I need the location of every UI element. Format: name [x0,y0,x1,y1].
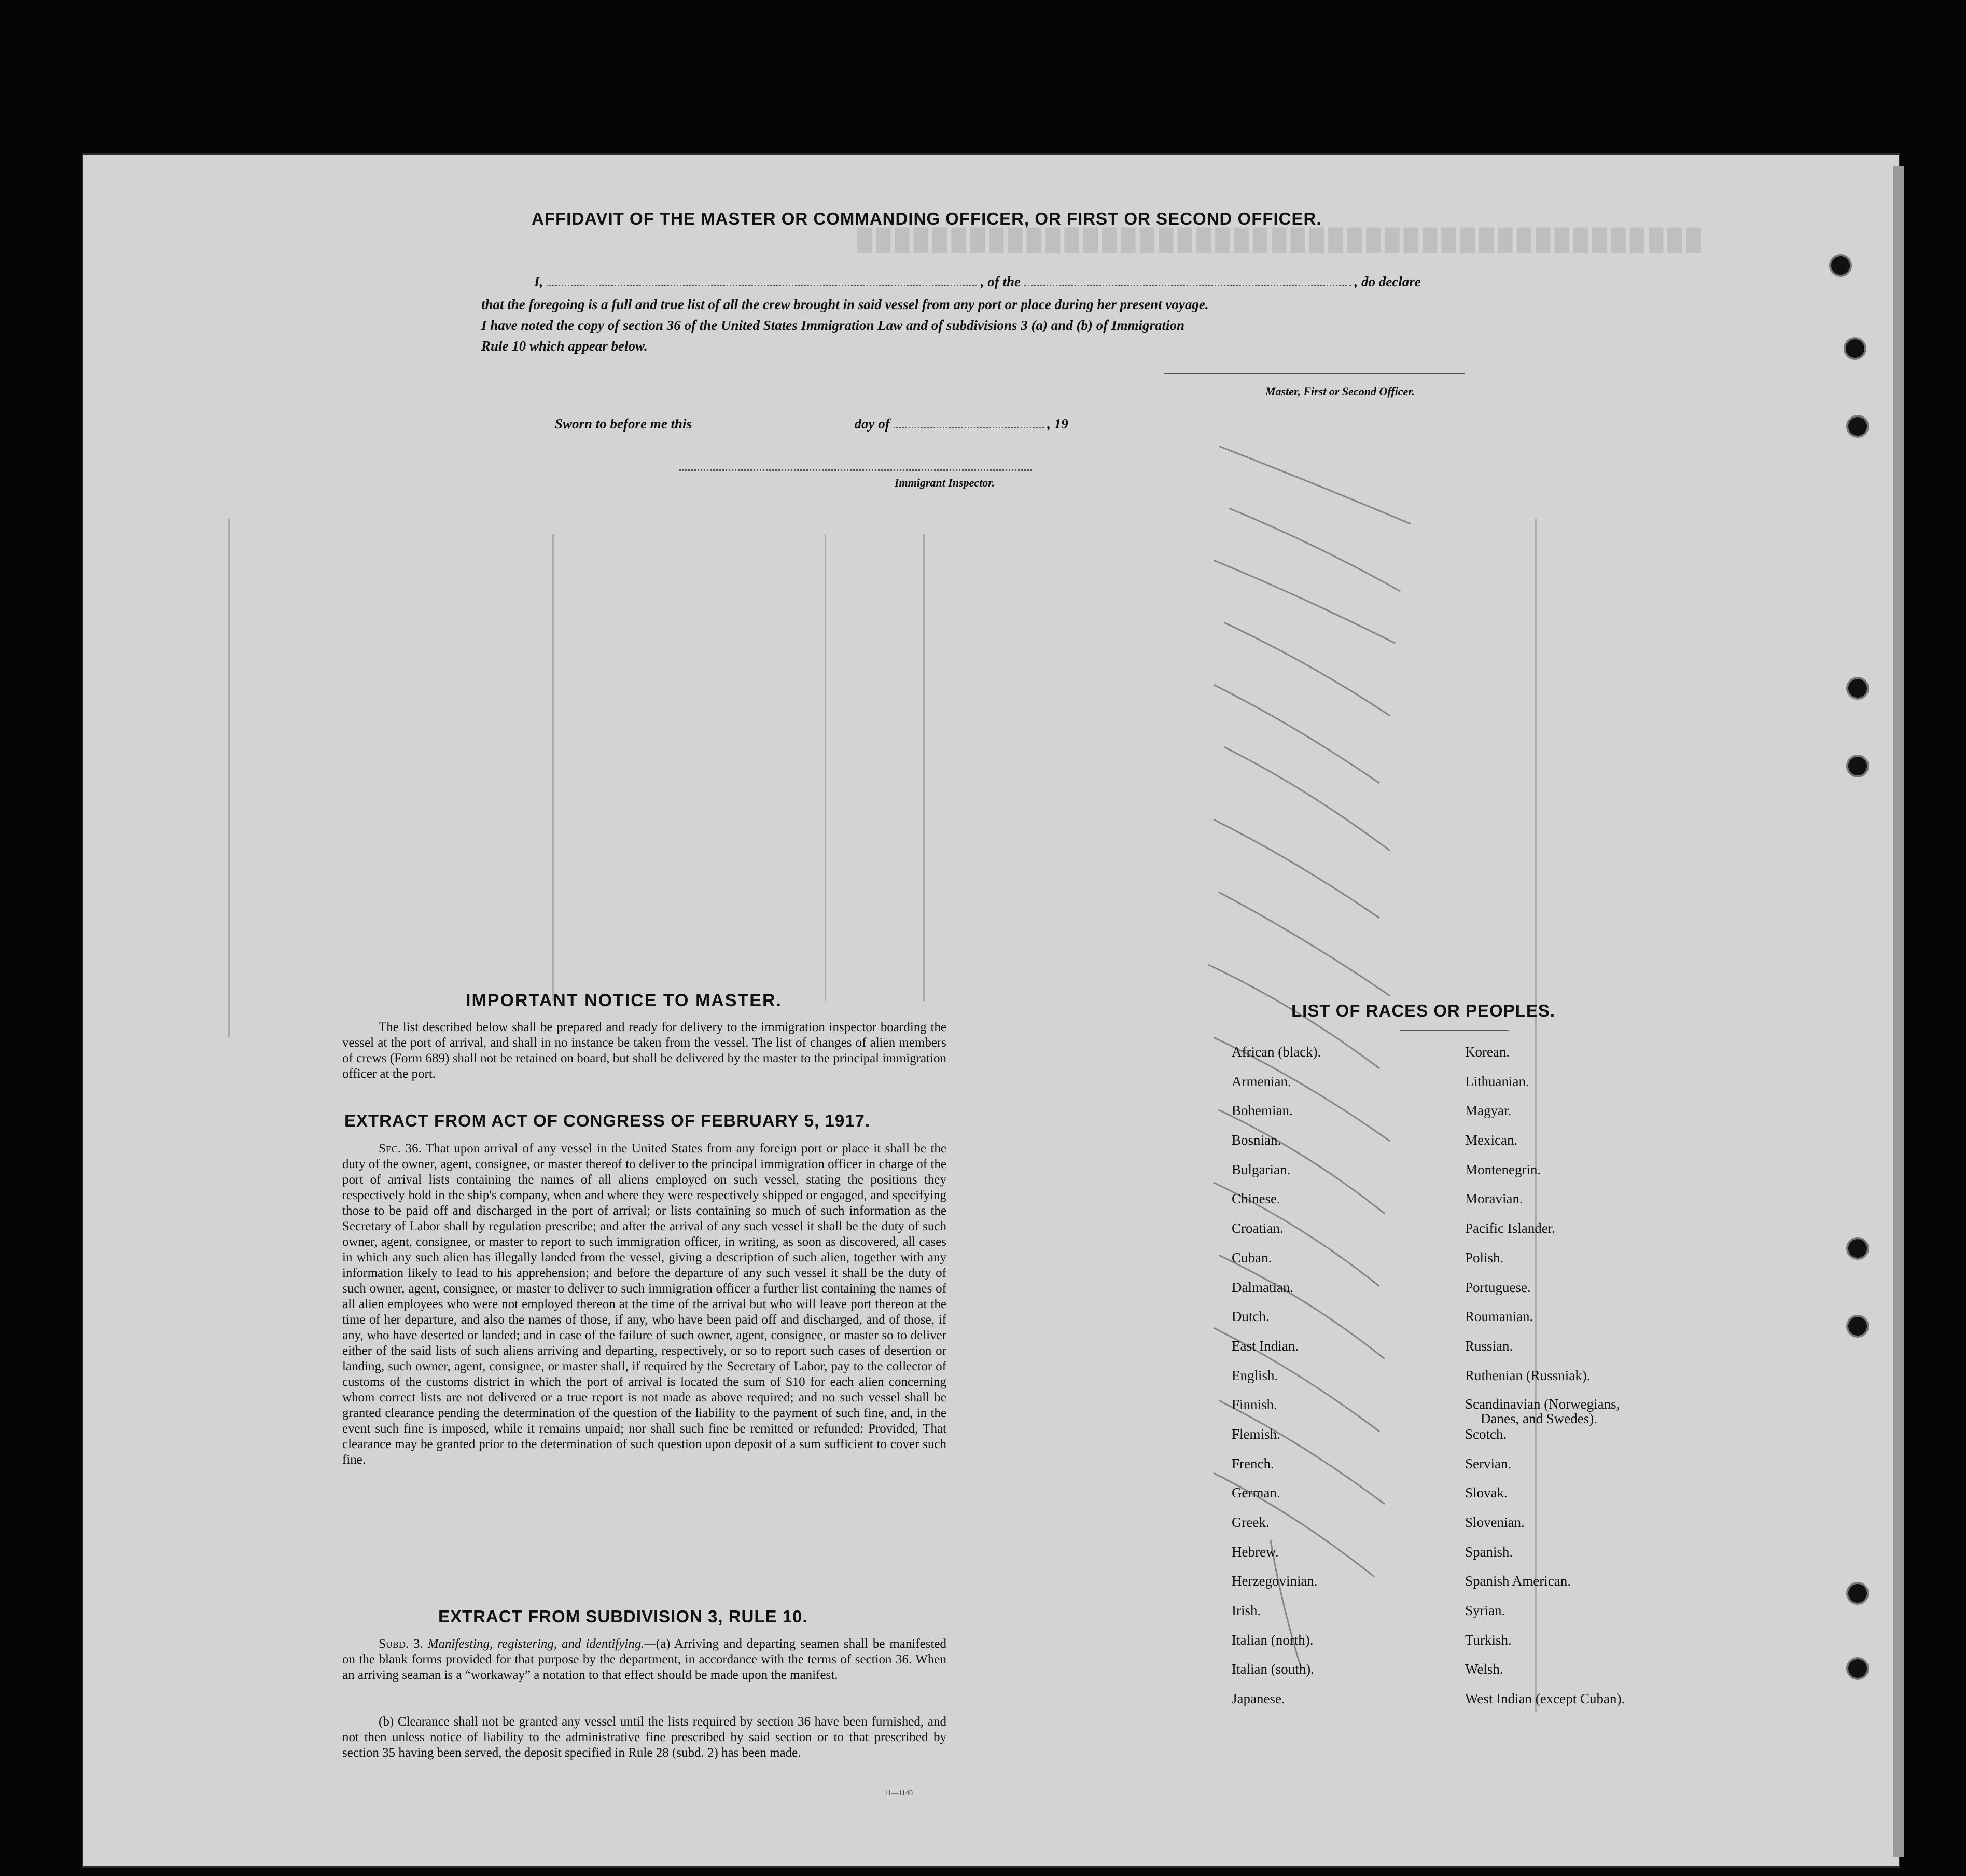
race-item: West Indian (except Cuban). [1465,1691,1625,1707]
affidavit-declaration-line [534,274,1421,290]
race-item: Italian (south). [1232,1661,1314,1677]
binder-hole [1846,1582,1869,1605]
rule-part-a [342,1636,946,1683]
binder-hole [1844,337,1866,360]
subd-heading: Manifesting, registering, and identifying.— [427,1637,656,1651]
act-section-36 [342,1141,946,1468]
officer-name-field[interactable] [547,285,977,286]
race-item: Scandinavian (Norwegians, Danes, and Swedes). [1465,1396,1620,1427]
race-item: Portuguese. [1465,1279,1531,1295]
race-item: Ruthenian (Russniak). [1465,1367,1591,1383]
race-item: Lithuanian. [1465,1073,1529,1089]
race-item: Bulgarian. [1232,1161,1291,1177]
master-signature-label: Master, First or Second Officer. [1265,385,1415,398]
of-the-label: , of the [980,274,1021,289]
race-item: Korean. [1465,1044,1510,1060]
race-item: Greek. [1232,1514,1270,1530]
i-label: I, [534,274,543,289]
day-of-label: day of [854,416,890,432]
affidavit-line-2: that the foregoing is a full and true list of all the crew brought in said vessel from any port or place during her present voyage. [481,297,1209,312]
section-label: Sec. 36. [379,1142,422,1156]
race-item: Dutch. [1232,1309,1270,1325]
binder-hole [1846,677,1869,700]
document-page [82,153,1900,1868]
race-item: Mexican. [1465,1132,1518,1148]
binder-hole [1846,755,1869,777]
race-item: Polish. [1465,1249,1504,1266]
month-field[interactable] [894,427,1044,428]
race-item: Croatian. [1232,1220,1284,1236]
binder-hole [1846,1657,1869,1680]
binder-hole [1829,254,1852,277]
race-item: Cuban. [1232,1249,1272,1266]
race-item: German. [1232,1485,1280,1501]
bleed-through-rule [923,534,925,1001]
race-item: Italian (north). [1232,1632,1314,1648]
race-item: Welsh. [1465,1661,1503,1677]
race-item: Russian. [1465,1338,1513,1354]
race-item: Irish. [1232,1603,1261,1619]
race-item: Japanese. [1232,1691,1285,1707]
notice-title: IMPORTANT NOTICE TO MASTER. [466,991,782,1010]
race-item: Bohemian. [1232,1103,1293,1119]
race-item: Hebrew. [1232,1544,1279,1560]
race-item: Spanish. [1465,1544,1513,1560]
race-item: Finnish. [1232,1397,1277,1413]
race-item: Roumanian. [1465,1309,1533,1325]
races-left-column [1232,1044,1321,1720]
race-item: African (black). [1232,1044,1321,1060]
bleed-through-rule [825,534,826,1001]
bleed-through-rule [552,534,554,1001]
inspector-label: Immigrant Inspector. [895,476,995,489]
vessel-name-field[interactable] [1024,285,1351,286]
sworn-line [555,416,1068,432]
affidavit-line-4: Rule 10 which appear below. [481,338,648,354]
race-item: English. [1232,1367,1278,1383]
act-body: That upon arrival of any vessel in the United States from any foreign port or place it shall be the duty of the owner, agent, consignee, or master thereof to deliver to the principal immigration officer in charge of the port of arrival lists containing the names of all aliens employed on such vessel, stating the positions they respectively hold in the ship's company, when and where they were respectively shipped or engaged, and specifying those to be paid off and discharged in the port of arrival; or lists containing so much of such information as the Secretary of Labor shall by regulation prescribe; and after the arrival of any such vessel it shall be the duty of such owner, agent, consignee, or master to report to such immigration officer, in writing, as soon as discovered, all cases in which any such alien has illegally landed from the vessel, giving a description of such alien, together with any information likely to lead to his apprehension; and before the departure of any such vessel it shall be the duty of such owner, agent, consignee, or master to deliver to such immigration officer a further list containing the names of all alien employees who were not employed thereon at the time of the arrival but who will leave port thereon at the time of her departure, and also the names of those, if any, who have been paid off and discharged, and of those, if any, who have deserted or landed; and in case of the failure of such owner, agent, consignee, or master so to deliver either of the said lists of such aliens arriving and departing, respectively, or so to report such cases of desertion or landing, such owner, agent, consignee, or master shall, if required by the Secretary of Labor, pay to the collector of customs of the customs district in which the port of arrival is located the sum of $10 for each alien concerning whom correct lists are not delivered or a true report is not made as above required; and no such vessel shall be granted clearance pending the determination of the question of the liability to the payment of such fine, and, in the event such fine is imposed, while it remains unpaid; nor shall such fine be remitted or refunded: Provided, That clearance may be granted prior to the determination of such question upon deposit of a sum sufficient to cover such fine. [342,1142,947,1467]
affidavit-line-3: I have noted the copy of section 36 of the United States Immigration Law and of subdivisions 3 (a) and (b) of Immigration [481,317,1185,333]
act-title: EXTRACT FROM ACT OF CONGRESS OF FEBRUARY 5, 1917. [344,1111,871,1130]
race-item: Moravian. [1465,1191,1523,1207]
race-item: Pacific Islander. [1465,1220,1555,1236]
do-declare-label: , do declare [1354,274,1421,289]
notice-body: The list described below shall be prepared and ready for delivery to the immigration inspector boarding the vessel at the port of arrival, and shall in no instance be taken from the vessel. The list of changes of alien members of crews (Form 689) shall not be retained on board, but shall be delivered by the master to the principal immigration officer at the port. [342,1020,946,1081]
part-a-text: (a) Arriving and departing seamen shall be manifested on the blank forms provided for that purpose by the department, in accordance with the terms of section 36. When an arriving seaman is a “workaway” a notation to that effect should be made upon the manifest. [342,1637,947,1682]
race-item: East Indian. [1232,1338,1299,1354]
race-item: Turkish. [1465,1632,1512,1648]
race-item: Armenian. [1232,1073,1291,1089]
race-item: Slovenian. [1465,1514,1525,1530]
subd-label: Subd. 3. [379,1637,423,1651]
bleed-through-rule [228,519,230,1037]
race-item: Spanish American. [1465,1573,1571,1589]
rule-part-b: (b) Clearance shall not be granted any vessel until the lists required by section 36 have been furnished, and not then unless notice of liability to the administrative fine prescribed by said section or to that prescribed by section 35 having been served, the deposit specified in Rule 28 (subd. 2) has been made. [342,1715,946,1760]
race-item: Syrian. [1465,1603,1505,1619]
races-title: LIST OF RACES OR PEOPLES. [1291,1001,1556,1020]
affidavit-title: AFFIDAVIT OF THE MASTER OR COMMANDING OFFICER, OR FIRST OR SECOND OFFICER. [532,209,1322,228]
inspector-signature-field[interactable] [679,469,1032,471]
sworn-text: Sworn to before me this [555,416,692,432]
race-item: Magyar. [1465,1103,1512,1119]
race-item: Bosnian. [1232,1132,1281,1148]
race-item: Dalmatian. [1232,1279,1294,1295]
year-label: , 19 [1047,416,1068,432]
race-item: Chinese. [1232,1191,1280,1207]
binder-hole [1846,415,1869,438]
form-number: 11—1140 [884,1789,913,1797]
rule-title: EXTRACT FROM SUBDIVISION 3, RULE 10. [438,1607,808,1626]
binder-hole [1846,1237,1869,1260]
race-item: Scotch. [1465,1426,1507,1442]
race-item: French. [1232,1455,1274,1471]
race-item: Slovak. [1465,1485,1508,1501]
races-title-rule [1400,1030,1509,1031]
binder-hole [1846,1315,1869,1338]
races-right-column [1465,1044,1625,1720]
race-item: Herzegovinian. [1232,1573,1318,1589]
page-edge [1893,166,1904,1857]
bleed-through-heading: █████████████████████████████████████████████ [853,228,1701,251]
race-item: Servian. [1465,1455,1512,1471]
race-item: Flemish. [1232,1426,1280,1442]
master-signature-field[interactable] [1164,373,1465,374]
race-item: Montenegrin. [1465,1161,1541,1177]
